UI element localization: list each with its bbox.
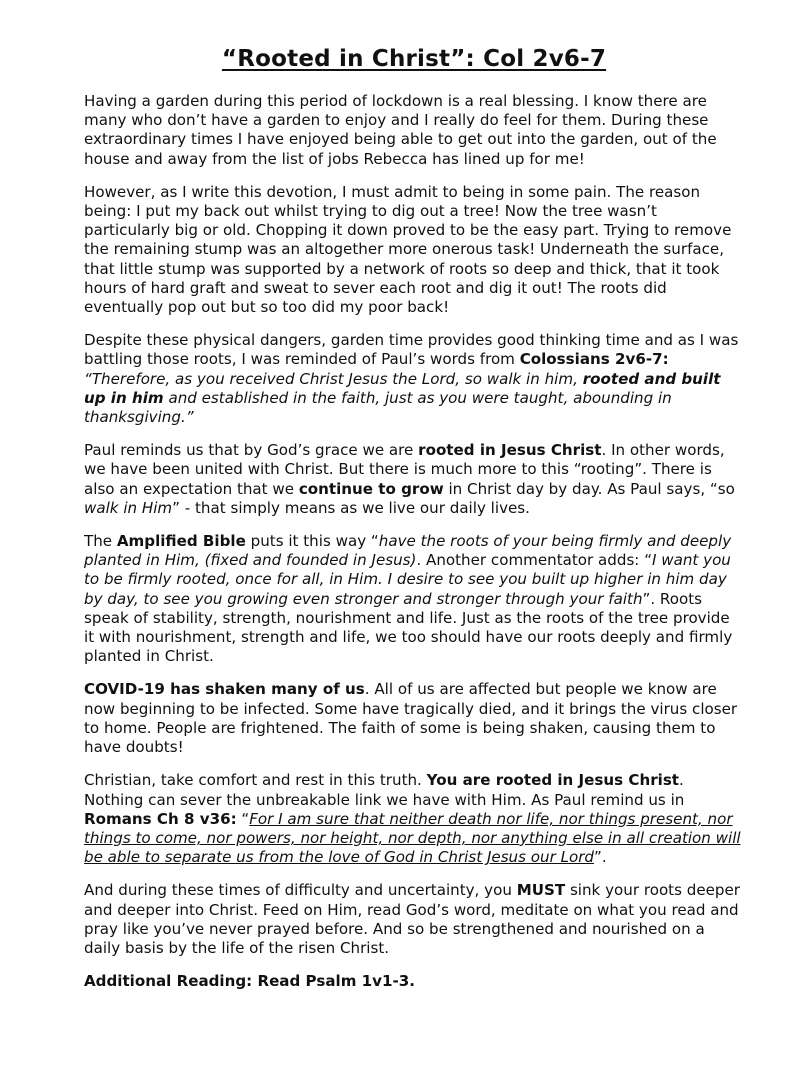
additional-reading: Additional Reading: Read Psalm 1v1-3. xyxy=(84,972,416,991)
text-span: Despite these physical dangers, garden time provides good thinking time and as I was battling those roots, I was reminded of Paul’s words from xyxy=(84,331,739,369)
emphasis-rooted-christ: You are rooted in Jesus Christ xyxy=(426,771,680,790)
quote-span: “Therefore, as you received Christ Jesus the Lord, so walk in him, rooted and built up in him and established in the faith, just as you were taught, abounding in thanksgiving.” xyxy=(84,369,721,427)
paragraph-colossians xyxy=(84,331,744,427)
paragraph-back-pain: However, as I write this devotion, I must admit to being in some pain. The reason being: I put my back out whilst trying to dig out a tree! Now the tree wasn’t particularly big or old. Chopping it down proved to be the easy part. Trying to remove the remaining stump was an altogether more onerous task! Underneath the surface, that little stump was supported by a network of roots so deep and thick, that it took hours of hard graft and sweat to sever each root and dig it out! The roots did eventually pop out but so too did my poor back! xyxy=(84,182,732,317)
quote-romans: For I am sure that neither death nor life, nor things present, nor things to come, nor powers, nor height, nor depth, nor anything else in all creation will be able to separate us from the love of God in Christ Jesus our Lord xyxy=(84,809,741,867)
paragraph-amplified: The Amplified Bible puts it this way “have the roots of your being firmly and deeply planted in Him, (fixed and founded in Jesus). Another commentator adds: “I want you to be firmly rooted, once for all, in Him. I desire to see you built up higher in him day by day, to see you growing even stronger and stronger through your faith”. Roots speak of stability, strength, nourishment and life. Just as the roots of the tree provide it with nourishment, strength and life, we too should have our roots deeply and firmly planted in Christ. xyxy=(84,532,733,666)
paragraph-garden: Having a garden during this period of lockdown is a real blessing. I know there are many who don’t have a garden to enjoy and I really do feel for them. During these extraordinary times I have enjoyed being able to get out into the garden, out of the house and away from the list of jobs Rebecca has lined up for me! xyxy=(84,92,717,168)
paragraph-rooted: Paul reminds us that by God’s grace we are rooted in Jesus Christ. In other words, we have been united with Christ. But there is much more to this “rooting”. There is also an expectation that we continue to grow in Christ day by day. As Paul says, “so walk in Him” - that simply means as we live our daily lives. xyxy=(84,441,735,517)
quote-walk: walk in Him xyxy=(84,498,173,517)
emphasis-rooted: rooted in Jesus Christ xyxy=(418,441,602,460)
paragraph-difficulty: And during these times of difficulty and uncertainty, you MUST sink your roots deeper and deeper into Christ. Feed on Him, read God’s word, meditate on what you read and pray like you’ve never prayed before. And so be strengthened and nourished on a daily basis by the life of the risen Christ. xyxy=(84,881,740,957)
scripture-reference-romans: Romans Ch 8 v36: xyxy=(84,809,237,828)
paragraph-romans: Christian, take comfort and rest in this truth. You are rooted in Jesus Christ. Nothing can sever the unbreakable link we have with Him. As Paul remind us in Romans Ch 8 v36: “For I am sure that neither death nor life, nor things present, nor things to come, nor powers, nor height, nor depth, nor anything else in all creation will be able to separate us from the love of God in Christ Jesus our Lord”. xyxy=(84,771,741,867)
quote-commentator: I want you to be firmly rooted, once for all, in Him. I desire to see you built up higher in him day by day, to see you growing even stronger and stronger through your faith xyxy=(84,551,731,608)
scripture-reference: Colossians 2v6-7: xyxy=(519,350,669,369)
quote-amplified: have the roots of your being firmly and deeply planted in Him, (fixed and founded in Jesus) xyxy=(84,532,732,570)
emphasis-amplified: Amplified Bible xyxy=(116,532,246,551)
paragraph-covid: COVID-19 has shaken many of us. All of us are affected but people we know are now beginning to be infected. Some have tragically died, and it brings the virus closer to home. People are frightened. The faith of some is being shaken, causing them to have doubts! xyxy=(84,680,738,757)
emphasis-covid: COVID-19 has shaken many of us xyxy=(84,680,365,699)
quote-emphasis: rooted and built up in him xyxy=(84,369,721,407)
emphasis-grow: continue to grow xyxy=(298,479,444,498)
page-title: “Rooted in Christ”: Col 2v6-7 xyxy=(221,46,607,72)
emphasis-must: MUST xyxy=(516,881,566,900)
